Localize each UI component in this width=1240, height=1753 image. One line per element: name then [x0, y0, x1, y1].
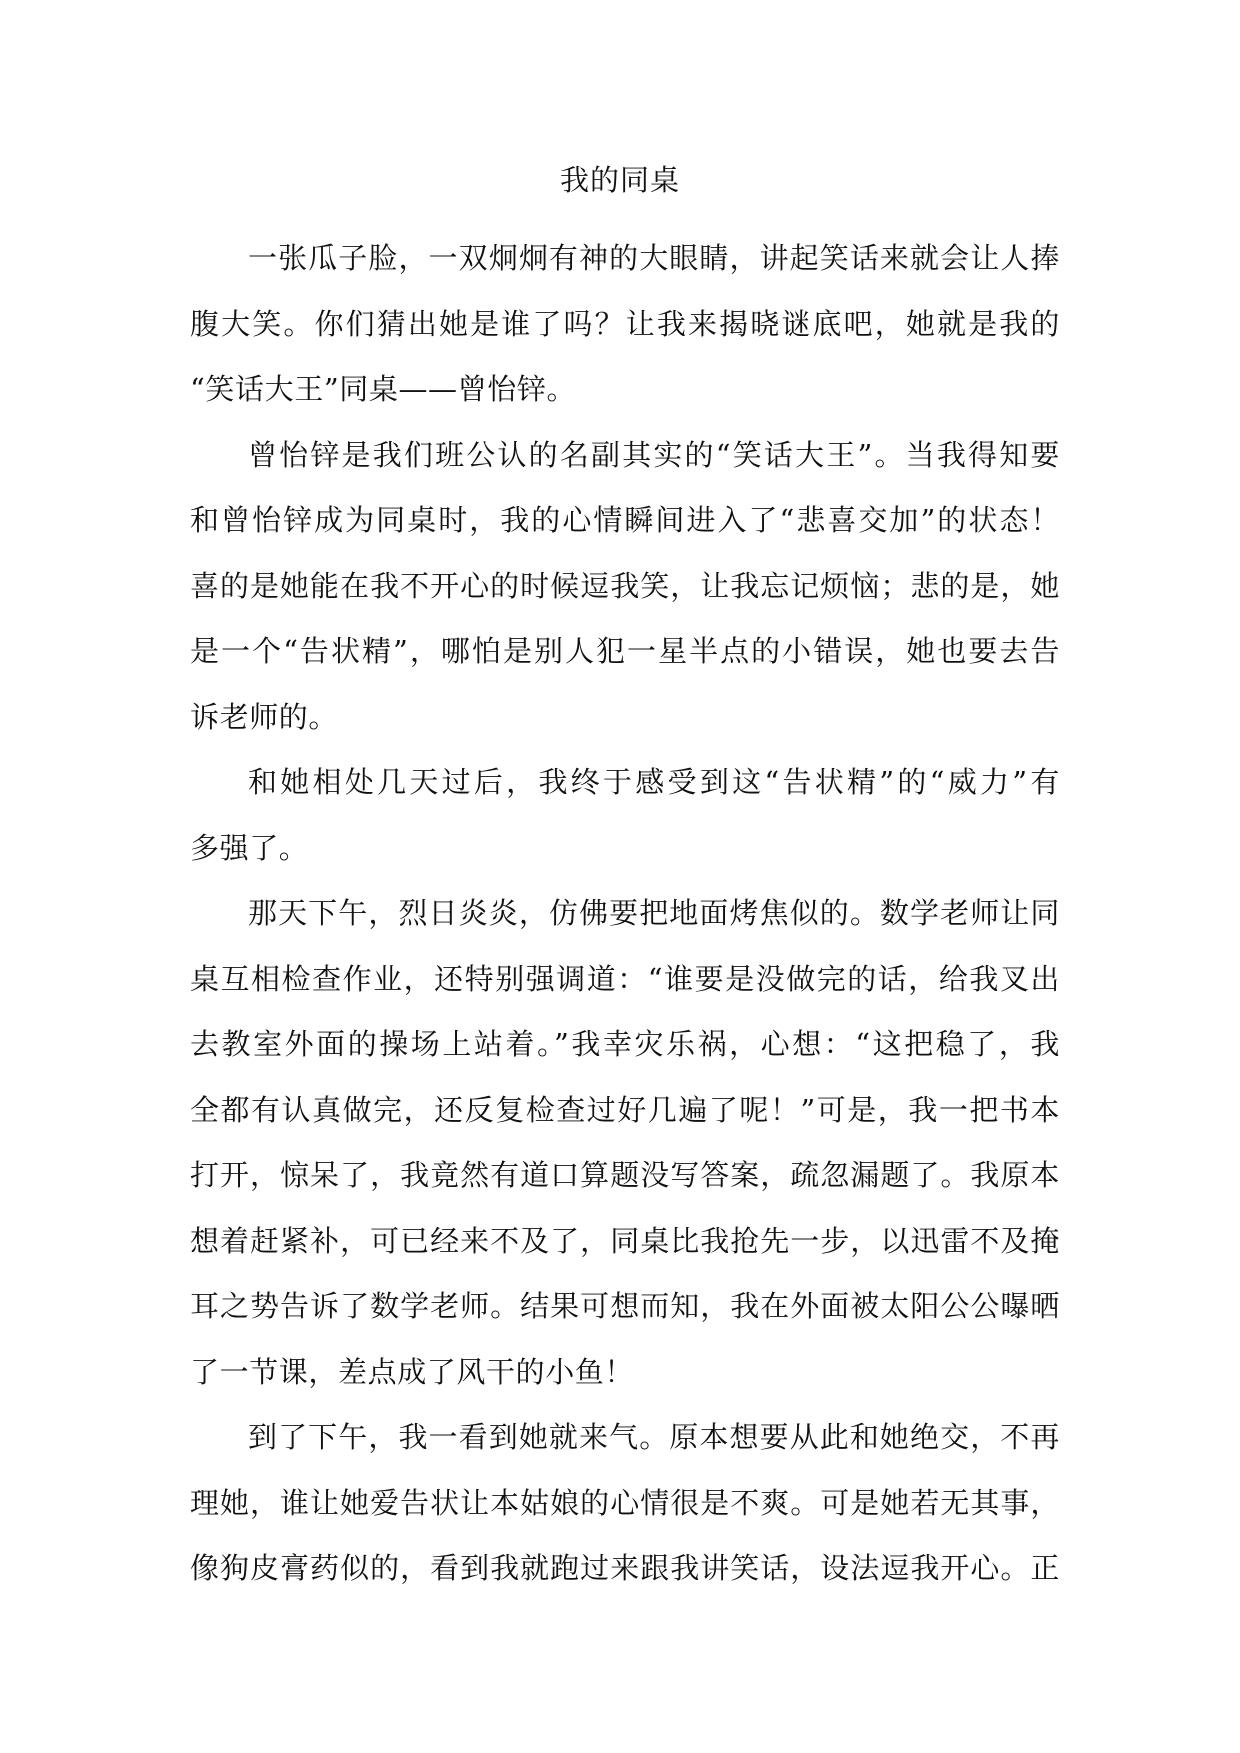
text-line: “笑话大王”同桌——曾怡锌。 — [190, 372, 577, 406]
text-line: 全都有认真做完，还反复检查过好几遍了呢！”可是，我一把书本 — [190, 1092, 1060, 1127]
page-title: 我的同桌 — [559, 163, 680, 197]
text-line: 想着赶紧补，可已经来不及了，同桌比我抢先一步，以迅雷不及掩 — [190, 1223, 1060, 1258]
text-line: 那天下午，烈日炎炎，仿佛要把地面烤焦似的。数学老师让同 — [248, 896, 1060, 930]
text-line: 耳之势告诉了数学老师。结果可想而知，我在外面被太阳公公曝晒 — [190, 1289, 1060, 1323]
text-line: 多强了。 — [190, 830, 309, 865]
text-line: 到了下午，我一看到她就来气。原本想要从此和她绝交，不再 — [248, 1420, 1060, 1454]
text-line: 和她相处几天过后，我终于感受到这“告状精”的“威力”有 — [248, 765, 1060, 799]
paragraph-2 — [190, 423, 1060, 751]
text-line: 腹大笑。你们猜出她是谁了吗？让我来揭晓谜底吧，她就是我的 — [190, 306, 1060, 341]
text-line: 曾怡锌是我们班公认的名副其实的“笑话大王”。当我得知要 — [248, 437, 1060, 472]
text-line: 理她，谁让她爱告状让本姑娘的心情很是不爽。可是她若无其事， — [190, 1485, 1060, 1520]
text-line: 是一个“告状精”，哪怕是别人犯一星半点的小错误，她也要去告 — [190, 634, 1060, 668]
paragraph-5 — [190, 1405, 1060, 1602]
paragraph-4 — [190, 881, 1060, 1405]
paragraph-1 — [190, 226, 1060, 423]
text-line: 像狗皮膏药似的，看到我就跑过来跟我讲笑话，设法逗我开心。正 — [190, 1551, 1060, 1585]
text-line: 喜的是她能在我不开心的时候逗我笑，让我忘记烦恼；悲的是，她 — [190, 568, 1060, 603]
text-line: 打开，惊呆了，我竟然有道口算题没写答案，疏忽漏题了。我原本 — [190, 1158, 1060, 1192]
text-line: 和曾怡锌成为同桌时，我的心情瞬间进入了“悲喜交加”的状态！ — [190, 503, 1060, 537]
text-line: 了一节课，差点成了风干的小鱼！ — [190, 1354, 635, 1389]
text-line: 桌互相检查作业，还特别强调道：“谁要是没做完的话，给我叉出 — [190, 961, 1060, 996]
paragraph-3 — [190, 750, 1060, 881]
text-line: 一张瓜子脸，一双炯炯有神的大眼睛，讲起笑话来就会让人捧 — [248, 241, 1060, 275]
document-body — [190, 226, 1060, 1602]
text-line: 诉老师的。 — [190, 699, 339, 734]
text-line: 去教室外面的操场上站着。”我幸灾乐祸，心想：“这把稳了，我 — [190, 1027, 1060, 1061]
